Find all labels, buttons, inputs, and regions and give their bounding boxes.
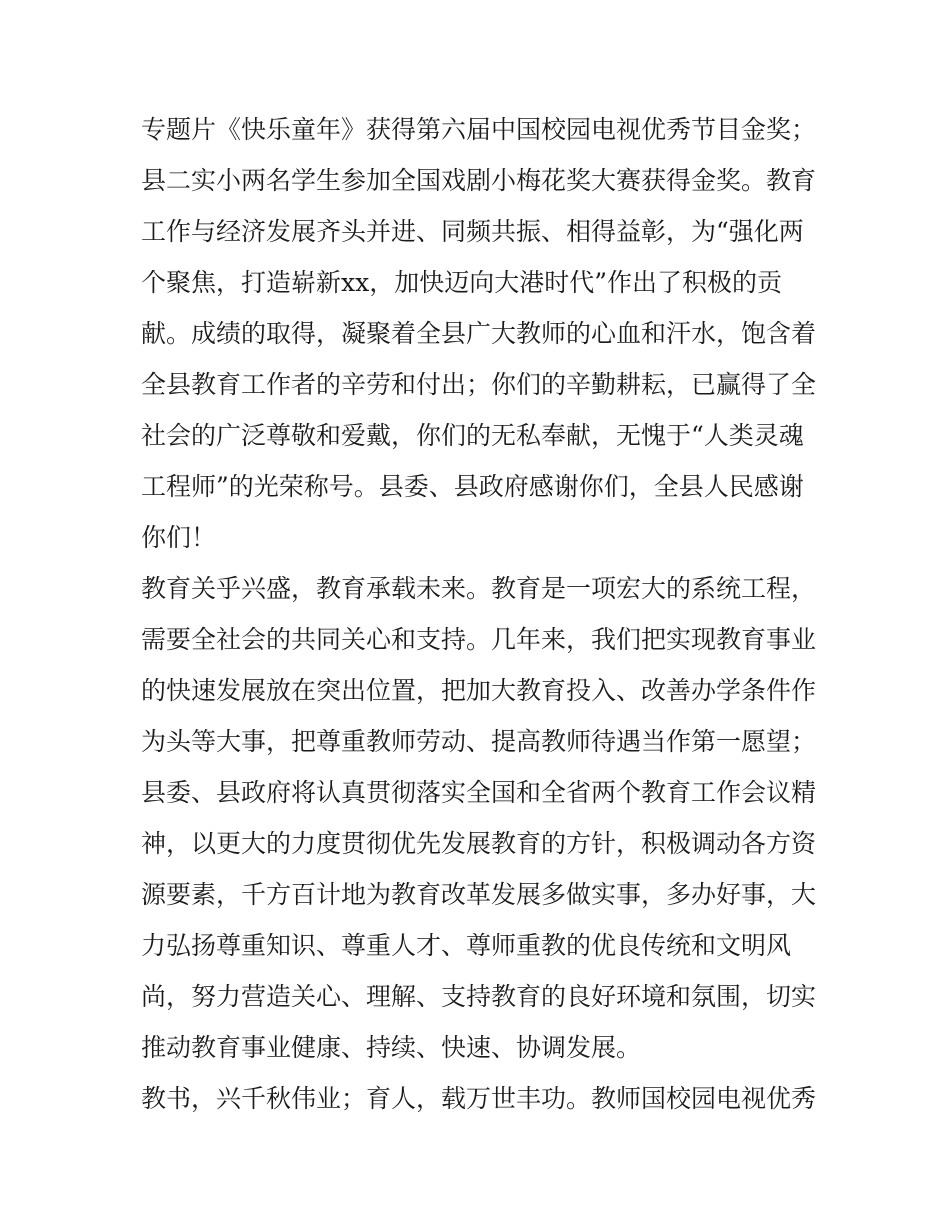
text-line: 的快速发展放在突出位置，把加大教育投入、改善办学条件作 [141,676,817,705]
text-line: 个聚焦，打造崭新xx，加快迈向大港时代”作出了积极的贡 [141,268,782,297]
text-line: 工程师”的光荣称号。县委、县政府感谢你们，全县人民感谢 [141,472,804,501]
body-text [141,104,821,1124]
text-line: 献。成绩的取得，凝聚着全县广大教师的心血和汗水，饱含着 [141,319,817,348]
text-line: 力弘扬尊重知识、尊重人才、尊师重教的优良传统和文明风 [141,931,792,960]
text-line: 为头等大事，把尊重教师劳动、提高教师待遇当作第一愿望； [141,727,817,756]
text-line: 需要全社会的共同关心和支持。几年来，我们把实现教育事业 [141,625,817,654]
text-line: 工作与经济发展齐头并进、同频共振、相得益彰，为“强化两 [141,217,804,246]
text-line: 县二实小两名学生参加全国戏剧小梅花奖大赛获得金奖。教育 [141,166,817,195]
text-line: 社会的广泛尊敬和爱戴，你们的无私奉献，无愧于“人类灵魂 [141,421,804,450]
text-line: 你们！ [141,523,217,552]
text-line: 尚，努力营造关心、理解、支持教育的良好环境和氛围，切实 [141,982,817,1011]
text-line: 教育关乎兴盛，教育承载未来。教育是一项宏大的系统工程， [141,574,817,603]
text-line: 专题片《快乐童年》获得第六届中国校园电视优秀节目金奖； [141,115,817,144]
text-line: 神，以更大的力度贯彻优先发展教育的方针，积极调动各方资 [141,829,817,858]
text-line: 全县教育工作者的辛劳和付出；你们的辛勤耕耘，已赢得了全 [141,370,817,399]
text-line: 县委、县政府将认真贯彻落实全国和全省两个教育工作会议精 [141,778,817,807]
text-line: 源要素，千方百计地为教育改革发展多做实事，多办好事，大 [141,880,817,909]
text-line: 推动教育事业健康、持续、快速、协调发展。 [141,1033,642,1062]
text-line: 教书，兴千秋伟业；育人，载万世丰功。教师国校园电视优秀 [141,1084,817,1113]
